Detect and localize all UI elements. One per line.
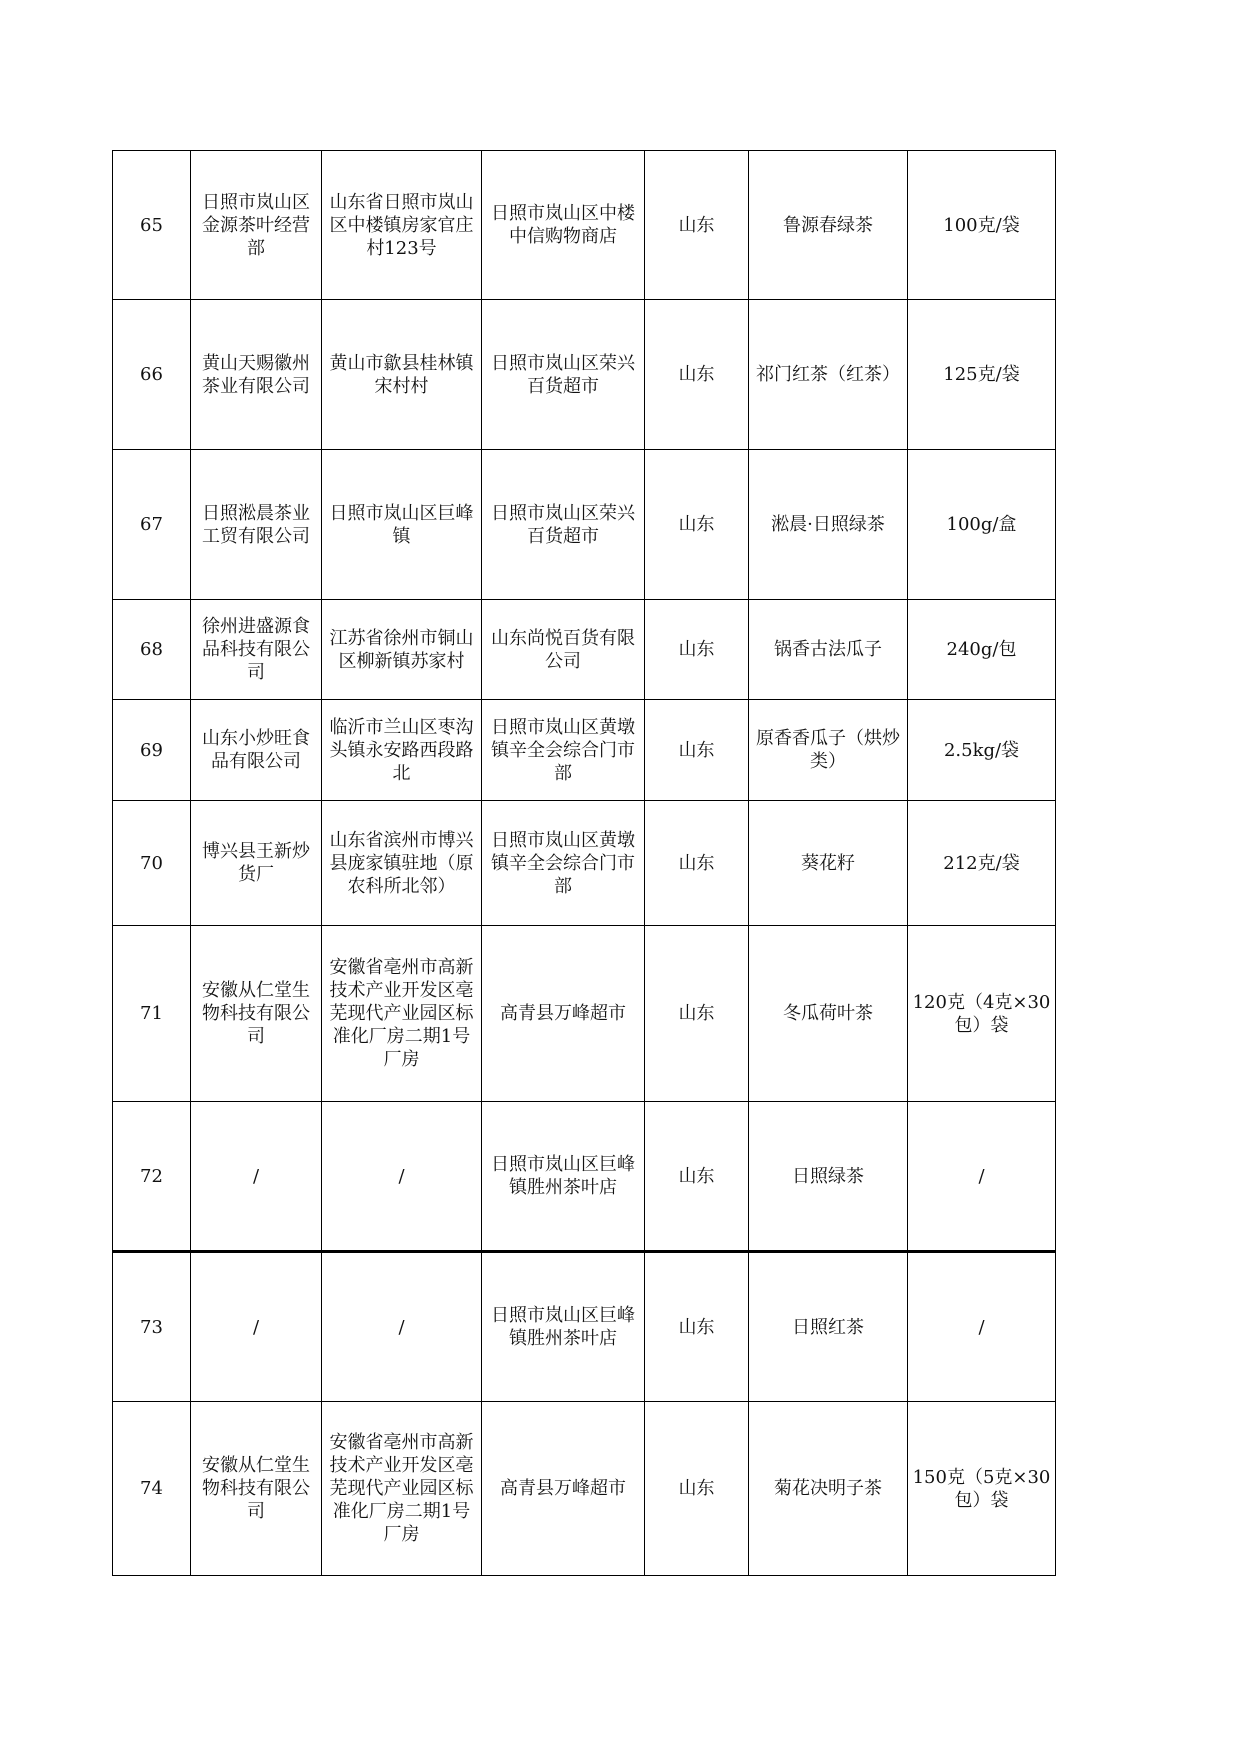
- manufacturer-address: /: [322, 1252, 482, 1402]
- table-row: [113, 600, 1056, 700]
- table-row: [113, 926, 1056, 1102]
- seller-province: 山东: [645, 1402, 749, 1576]
- table-row: [113, 450, 1056, 600]
- manufacturer-address: 安徽省亳州市高新技术产业开发区亳芜现代产业园区标准化厂房二期1号厂房: [322, 926, 482, 1102]
- row-number: 71: [113, 926, 191, 1102]
- product-spec: 120克（4克×30包）袋: [908, 926, 1056, 1102]
- product-name: 冬瓜荷叶茶: [749, 926, 908, 1102]
- product-name: 锅香古法瓜子: [749, 600, 908, 700]
- table-row: [113, 300, 1056, 450]
- table-row: [113, 151, 1056, 300]
- seller-name: 山东尚悦百货有限公司: [482, 600, 645, 700]
- manufacturer-name: 徐州进盛源食品科技有限公司: [191, 600, 322, 700]
- seller-name: 日照市岚山区黄墩镇辛全会综合门市部: [482, 801, 645, 926]
- seller-province: 山东: [645, 600, 749, 700]
- row-number: 74: [113, 1402, 191, 1576]
- row-number: 66: [113, 300, 191, 450]
- product-spec: 2.5kg/袋: [908, 700, 1056, 801]
- seller-province: 山东: [645, 151, 749, 300]
- product-spec: 125克/袋: [908, 300, 1056, 450]
- manufacturer-name: 日照市岚山区金源茶叶经营部: [191, 151, 322, 300]
- seller-name: 高青县万峰超市: [482, 1402, 645, 1576]
- table-row: [113, 1102, 1056, 1252]
- manufacturer-address: 安徽省亳州市高新技术产业开发区亳芜现代产业园区标准化厂房二期1号厂房: [322, 1402, 482, 1576]
- product-spec: 100g/盒: [908, 450, 1056, 600]
- seller-province: 山东: [645, 300, 749, 450]
- seller-name: 日照市岚山区荣兴百货超市: [482, 300, 645, 450]
- seller-province: 山东: [645, 1102, 749, 1252]
- table-row: [113, 1252, 1056, 1402]
- table-row: [113, 700, 1056, 801]
- row-number: 65: [113, 151, 191, 300]
- seller-province: 山东: [645, 926, 749, 1102]
- seller-name: 日照市岚山区荣兴百货超市: [482, 450, 645, 600]
- manufacturer-name: /: [191, 1102, 322, 1252]
- seller-province: 山东: [645, 700, 749, 801]
- product-name: 淞晨·日照绿茶: [749, 450, 908, 600]
- manufacturer-name: 博兴县王新炒货厂: [191, 801, 322, 926]
- row-number: 67: [113, 450, 191, 600]
- seller-province: 山东: [645, 801, 749, 926]
- table-row: [113, 801, 1056, 926]
- seller-name: 日照市岚山区巨峰镇胜州茶叶店: [482, 1252, 645, 1402]
- product-spec: /: [908, 1102, 1056, 1252]
- product-name: 菊花决明子茶: [749, 1402, 908, 1576]
- product-name: 日照绿茶: [749, 1102, 908, 1252]
- manufacturer-address: 日照市岚山区巨峰镇: [322, 450, 482, 600]
- product-spec: /: [908, 1252, 1056, 1402]
- manufacturer-address: 山东省滨州市博兴县庞家镇驻地（原农科所北邻）: [322, 801, 482, 926]
- seller-name: 高青县万峰超市: [482, 926, 645, 1102]
- manufacturer-name: /: [191, 1252, 322, 1402]
- manufacturer-name: 安徽从仁堂生物科技有限公司: [191, 926, 322, 1102]
- table-row: [113, 1402, 1056, 1576]
- product-name: 鲁源春绿茶: [749, 151, 908, 300]
- seller-name: 日照市岚山区巨峰镇胜州茶叶店: [482, 1102, 645, 1252]
- sampling-table-sheet: [112, 150, 1055, 1582]
- manufacturer-address: 临沂市兰山区枣沟头镇永安路西段路北: [322, 700, 482, 801]
- manufacturer-address: /: [322, 1102, 482, 1252]
- seller-name: 日照市岚山区中楼中信购物商店: [482, 151, 645, 300]
- row-number: 68: [113, 600, 191, 700]
- seller-province: 山东: [645, 450, 749, 600]
- product-spec: 150克（5克×30包）袋: [908, 1402, 1056, 1576]
- row-number: 69: [113, 700, 191, 801]
- seller-name: 日照市岚山区黄墩镇辛全会综合门市部: [482, 700, 645, 801]
- manufacturer-name: 安徽从仁堂生物科技有限公司: [191, 1402, 322, 1576]
- product-name: 原香香瓜子（烘炒类）: [749, 700, 908, 801]
- product-spec: 100克/袋: [908, 151, 1056, 300]
- product-name: 日照红茶: [749, 1252, 908, 1402]
- manufacturer-address: 山东省日照市岚山区中楼镇房家官庄村123号: [322, 151, 482, 300]
- sampling-table: [112, 150, 1056, 1576]
- row-number: 72: [113, 1102, 191, 1252]
- row-number: 70: [113, 801, 191, 926]
- product-name: 葵花籽: [749, 801, 908, 926]
- seller-province: 山东: [645, 1252, 749, 1402]
- manufacturer-name: 黄山天赐徽州茶业有限公司: [191, 300, 322, 450]
- row-number: 73: [113, 1252, 191, 1402]
- product-name: 祁门红茶（红茶）: [749, 300, 908, 450]
- manufacturer-name: 日照淞晨茶业工贸有限公司: [191, 450, 322, 600]
- product-spec: 212克/袋: [908, 801, 1056, 926]
- product-spec: 240g/包: [908, 600, 1056, 700]
- manufacturer-name: 山东小炒旺食品有限公司: [191, 700, 322, 801]
- manufacturer-address: 黄山市歙县桂林镇宋村村: [322, 300, 482, 450]
- manufacturer-address: 江苏省徐州市铜山区柳新镇苏家村: [322, 600, 482, 700]
